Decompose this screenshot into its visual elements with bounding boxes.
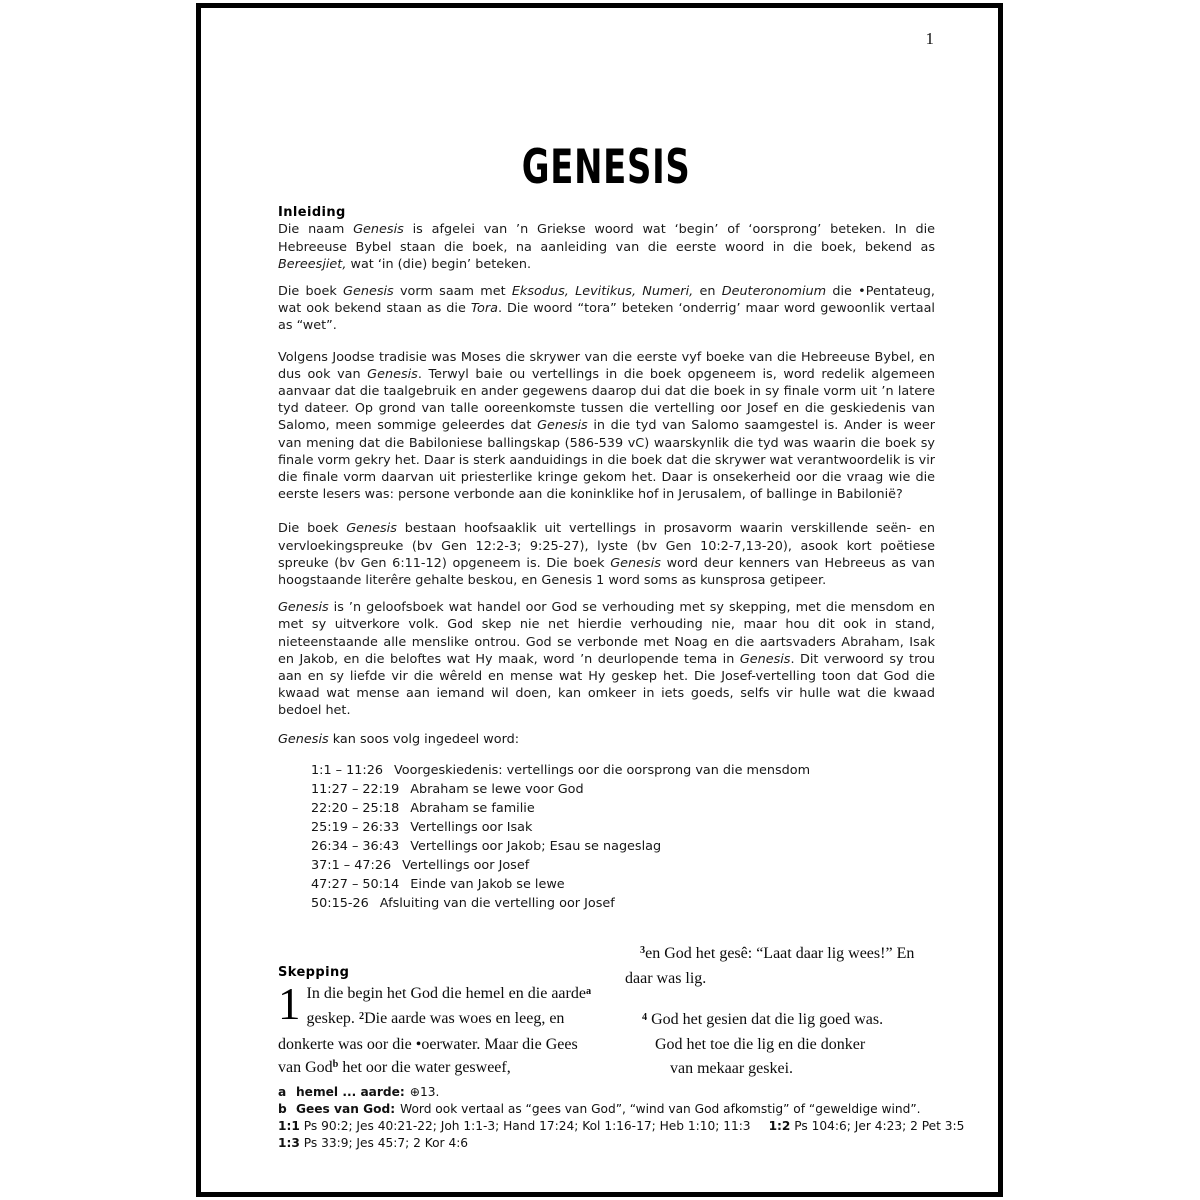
crossref-ref: 1:3 — [278, 1135, 300, 1150]
footnote-a — [278, 1084, 935, 1101]
scripture-text-left — [278, 979, 608, 1081]
intro-paragraph-2: Die boek Genesis vorm saam met Eksodus, Levitikus, Numeri, en Deuteronomium die •Pentateug, wat ook bekend staan as die Tora. Die woord “tora” beteken ‘onderrig’ maar word gewoonlik vertaal as “wet”. — [278, 284, 935, 334]
outline-desc: Vertellings oor Josef — [402, 857, 530, 873]
crossref — [278, 1119, 751, 1133]
verse-line: van mekaar geskei. — [670, 1059, 794, 1077]
globe-icon: ⊕ — [409, 1084, 421, 1099]
outline-ref: 50:15-26 — [311, 895, 369, 911]
scripture-left-column — [278, 941, 608, 1081]
crossref-line-1 — [278, 1118, 965, 1135]
crossref-ref: 1:1 — [278, 1118, 300, 1133]
outline-ref: 25:19 – 26:33 — [311, 819, 400, 835]
page-frame — [196, 3, 1003, 1197]
outline-desc: Vertellings oor Isak — [410, 819, 533, 835]
verse-line: $^4$ God het gesien dat die lig goed was. — [642, 1011, 884, 1029]
book-title — [278, 140, 935, 195]
outline-item — [311, 799, 935, 818]
crossref — [769, 1119, 965, 1133]
crossref-text: Ps 90:2; Jes 40:21-22; Joh 1:1-3; Hand 17:24; Kol 1:16-17; Heb 1:10; 11:3 — [303, 1118, 751, 1133]
scripture-right-column — [625, 941, 935, 1081]
verse-line: geskep. $^2$Die aarde was woes en leeg, en — [306, 1010, 565, 1028]
crossref-ref: 1:2 — [768, 1118, 791, 1133]
intro-paragraph-3: Volgens Joodse tradisie was Moses die skrywer van die eerste vyf boeke van die Hebreeuse Bybel, en dus ook van Genesis. Terwyl baie ou vertellings in die boek opgeneem is, word redelik algemeen aanvaar dat die taalgebruik en ander gegewens daarop dui dat die boek in sy finale vorm uit ’n latere tyd dateer. Op grond van talle ooreenkomste tussen die vertelling oor Josef en die geskiedenis van Salomo, meen sommige geleerdes dat Genesis in die tyd van Salomo saamgestel is. Ander is weer van mening dat die Babiloniese ballingskap (586-539 vC) waarskynlik die tyd was waarin die boek sy finale vorm gekry het. Daar is sterk aanduidings in die boek dat die skrywer wat verantwoordelik is vir die finale vorm daarvan uit priesterlike kringe gekom het. Daar is onsekerheid oor die vraag wie die eerste lesers was: persone verbonde aan die koninklike hof in Jerusalem, of ballinge in Babilonië? — [278, 349, 936, 503]
verse-line: $^3$en God het gesê: “Laat daar lig wees!” En — [640, 944, 915, 962]
page-number: 1 — [925, 29, 934, 48]
footnote-letter: b — [278, 1101, 287, 1116]
footnote-text: Word ook vertaal as “gees van God”, “wind van God afkomstig” of “geweldige wind”. — [400, 1101, 921, 1116]
footnote-term: hemel ... aarde: — [296, 1084, 405, 1099]
outline-ref: 37:1 – 47:26 — [311, 857, 392, 873]
footnotes — [278, 1084, 965, 1152]
intro-paragraph-4: Die boek Genesis bestaan hoofsaaklik uit vertellings in prosavorm waarin verskillende seën- en vervloekingspreuke (bv Gen 12:2-3; 9:25-27), lyste (bv Gen 10:2-7,13-20), asook kort poëtiese spreuke (bv Gen 6:11-12) opgeneem is. Die boek Genesis word deur kenners van Hebreeus as van hoogstaande literêre gehalte beskou, en Genesis 1 word soms as kunsprosa getipeer. — [278, 521, 935, 589]
verse-line: van God$^b$ het oor die water gesweef, — [278, 1058, 511, 1076]
footnote-term: Gees van God: — [296, 1101, 396, 1116]
outline-lead: Genesis kan soos volg ingedeel word: — [278, 731, 520, 747]
intro-paragraph-5: Genesis is ’n geloofsboek wat handel oor God se verhouding met sy skepping, met die mensdom en met sy uitverkore volk. God skep nie net hierdie verhouding nie, maar hou dit ook in stand, nieteenstaande alle menslike ontrou. God se verbonde met Noag en die aartsvaders Abraham, Isak en Jakob, en die beloftes wat Hy maak, word ’n deurlopende tema in Genesis. Dit verwoord sy trou aan en sy liefde vir die wêreld en mense wat Hy geskep het. Die Josef-vertelling toon dat God die kwaad wat mense aan iemand wil doen, kan omkeer in iets goeds, selfs vir hulle wat die kwaad bedoel het. — [278, 600, 935, 719]
footnote-b — [278, 1101, 935, 1118]
outline-item — [311, 856, 935, 875]
footnote-letter: a — [278, 1084, 287, 1099]
outline-item — [311, 761, 935, 780]
outline-desc: Voorgeskiedenis: vertellings oor die oorsprong van die mensdom — [394, 762, 811, 778]
crossref-line-2 — [278, 1135, 935, 1152]
outline-item — [311, 894, 935, 913]
outline-desc: Abraham se lewe voor God — [410, 781, 584, 797]
crossref — [278, 1136, 468, 1150]
outline-ref: 1:1 – 11:26 — [311, 762, 384, 778]
outline-list — [311, 761, 935, 913]
crossref-text: Ps 33:9; Jes 45:7; 2 Kor 4:6 — [303, 1135, 469, 1150]
outline-item — [311, 837, 935, 856]
footnote-text: 13. — [420, 1084, 440, 1099]
verse-line: God het toe die lig en die donker — [655, 1036, 866, 1054]
section-heading: Skepping — [278, 964, 350, 980]
intro-paragraph-1: Die naam Genesis is afgelei van ’n Griekse woord wat ‘begin’ of ‘oorsprong’ beteken. In die Hebreeuse Bybel staan die boek, na aanleiding van die eerste woord in die boek, bekend as Bereesjiet, wat ‘in (die) begin’ beteken. — [278, 222, 935, 272]
stanza-gap — [625, 990, 935, 1008]
outline-ref: 11:27 – 22:19 — [311, 781, 400, 797]
outline-ref: 47:27 – 50:14 — [311, 876, 400, 892]
verse-line: In die begin het God die hemel en die aarde$^a$ — [306, 985, 592, 1003]
outline-desc: Afsluiting van die vertelling oor Josef — [379, 895, 615, 911]
outline-item — [311, 875, 935, 894]
verse-line: donkerte was oor die •oerwater. Maar die Gees — [278, 1035, 578, 1053]
crossref-text: Ps 104:6; Jer 4:23; 2 Pet 3:5 — [794, 1118, 965, 1133]
outline-desc: Einde van Jakob se lewe — [410, 876, 565, 892]
outline-desc: Abraham se familie — [410, 800, 535, 816]
book-title-text: GENESIS — [522, 140, 691, 195]
scripture-text-right — [625, 942, 935, 1080]
outline-item — [311, 818, 935, 837]
scripture-columns — [278, 941, 935, 1081]
outline-desc: Vertellings oor Jakob; Esau se nageslag — [410, 838, 662, 854]
page-content — [278, 8, 965, 1152]
chapter-number: 1 — [278, 979, 301, 1030]
outline-ref: 22:20 – 25:18 — [311, 800, 400, 816]
outline-item — [311, 780, 935, 799]
outline-ref: 26:34 – 36:43 — [311, 838, 400, 854]
intro-heading: Inleiding — [278, 205, 346, 220]
verse-line: daar was lig. — [625, 969, 707, 987]
